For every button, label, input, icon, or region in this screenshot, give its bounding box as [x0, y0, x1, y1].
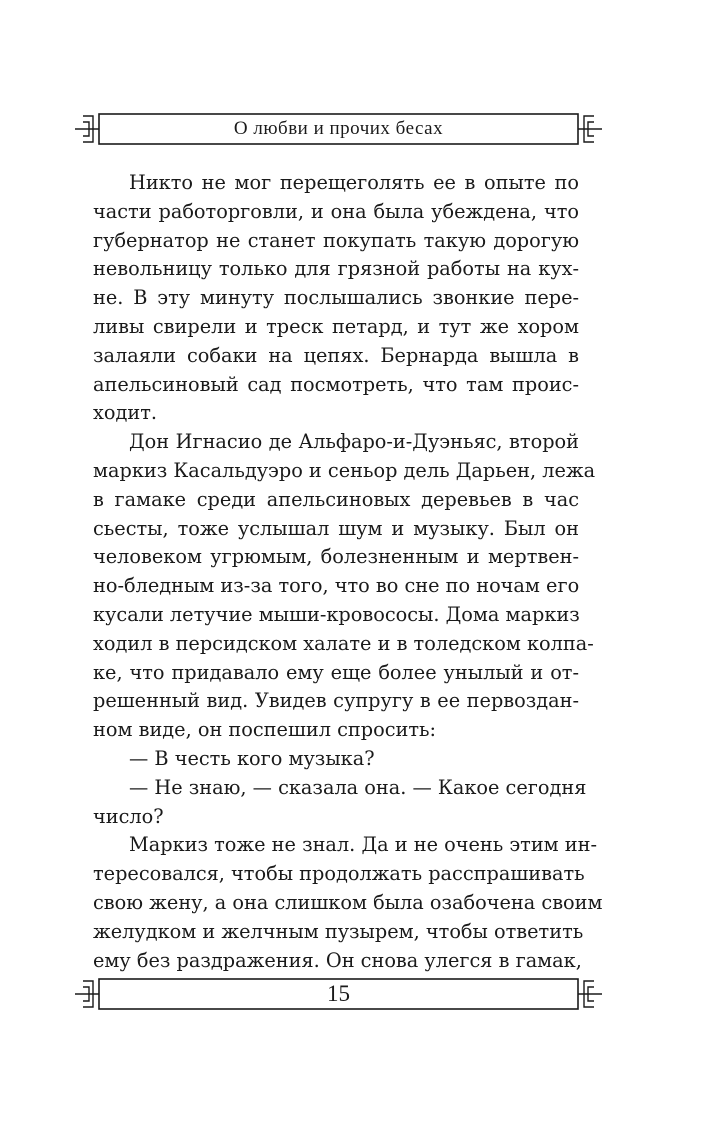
text-line: свою жену, а она слишком была озабочена своим: [93, 890, 603, 914]
text-line: Никто не мог перещеголять ее в опыте по: [129, 171, 579, 194]
page-number: 15: [327, 981, 350, 1006]
running-footer: [75, 975, 602, 1013]
text-line: губернатор не станет покупать такую дорогую: [93, 228, 579, 252]
text-line: в гамаке среди апельсиновых деревьев в час: [93, 487, 579, 511]
text-line: ему без раздражения. Он снова улегся в гамак,: [93, 948, 582, 972]
text-line: тересовался, чтобы продолжать расспрашивать: [93, 862, 585, 886]
text-line: ливы свирели и треск петард, и тут же хором: [93, 314, 579, 338]
text-line: человеком угрюмым, болезненным и мертвен-: [93, 545, 579, 569]
text-line: — В честь кого музыка?: [129, 746, 375, 770]
text-line: кусали летучие мыши-кровососы. Дома маркиз: [93, 602, 580, 626]
text-line: решенный вид. Увидев супругу в ее первоздан-: [93, 689, 579, 713]
text-line: не. В эту минуту послышались звонкие пере-: [93, 286, 579, 310]
text-line: — Не знаю, — сказала она. — Какое сегодня: [129, 775, 587, 799]
text-line: невольницу только для грязной работы на кух-: [93, 257, 579, 281]
text-line: ходит.: [93, 401, 158, 425]
text-line: Маркиз тоже не знал. Да и не очень этим ин-: [129, 833, 598, 857]
text-line: апельсиновый сад посмотреть, что там проис-: [93, 372, 579, 396]
text-line: части работорговли, и она была убеждена, что: [93, 199, 579, 223]
text-line: число?: [93, 804, 164, 828]
text-line: залаяли собаки на цепях. Бернарда вышла в: [93, 343, 579, 367]
page-body: [93, 169, 603, 975]
text-line: ке, что придавало ему еще более унылый и от-: [93, 660, 579, 684]
book-title: О любви и прочих бесах: [233, 118, 444, 139]
text-line: сьесты, тоже услышал шум и музыку. Был он: [93, 516, 579, 540]
text-line: Дон Игнасио де Альфаро-и-Дуэньяс, второй: [129, 430, 579, 454]
text-line: желудком и желчным пузырем, чтобы ответить: [93, 919, 584, 943]
text-line: маркиз Касальдуэро и сеньор дель Дарьен, лежа: [93, 458, 596, 482]
text-line: ном виде, он поспешил спросить:: [93, 718, 437, 742]
text-line: но-бледным из-за того, что во сне по ночам его: [93, 574, 580, 598]
running-header: [75, 110, 602, 148]
text-line: ходил в персидском халате и в толедском колпа-: [93, 631, 594, 655]
